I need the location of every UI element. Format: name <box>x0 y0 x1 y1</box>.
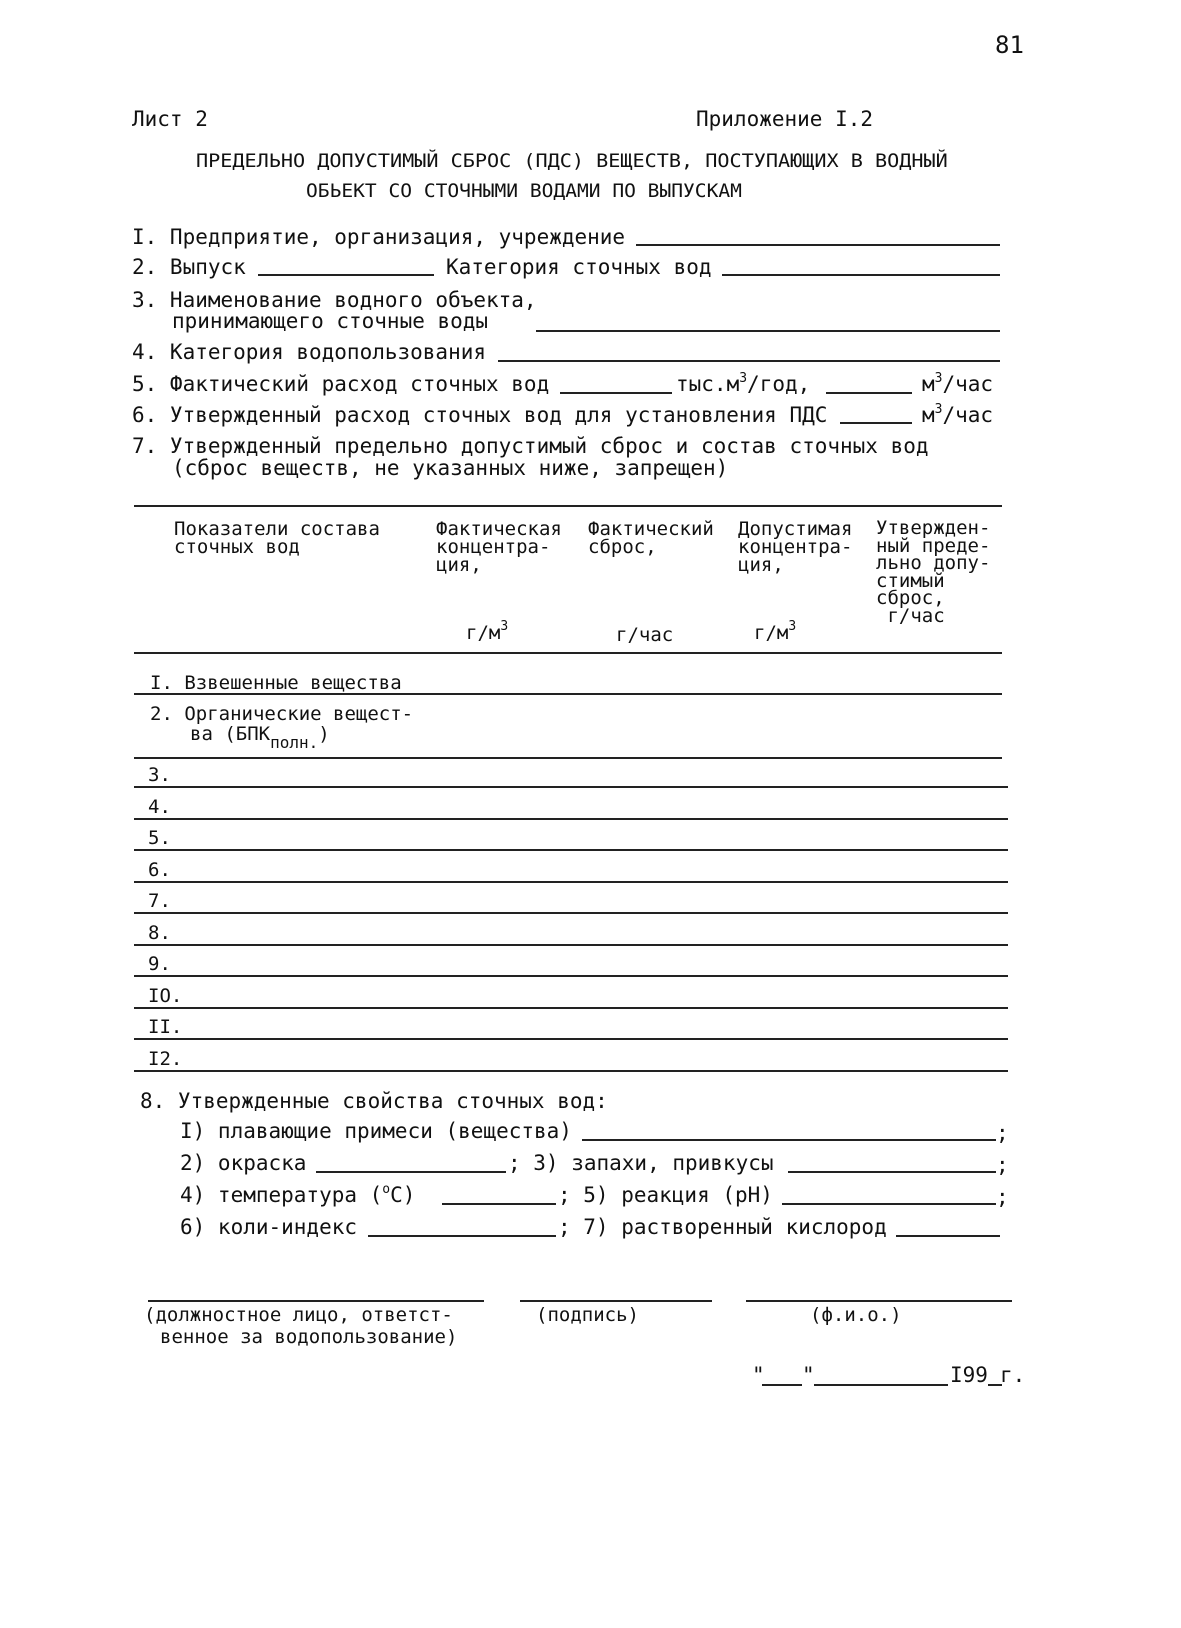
table-header-actual-concentration-unit: $г/м^3$ <box>466 619 509 644</box>
field-actual-flow-unit-year: $тыс.м^3$/год, <box>676 371 811 396</box>
signature-official-label-2: венное за водопользование) <box>160 1326 458 1348</box>
date-year: I99 <box>950 1363 988 1387</box>
table-row-line[interactable] <box>134 1007 1008 1009</box>
table-header-actual-discharge: Фактический сброс, <box>588 518 714 558</box>
title-line-1: ПРЕДЕЛЬНО ДОПУСТИМЫЙ СБРОС (ПДС) ВЕЩЕСТВ, ПОСТУПАЮЩИХ В ВОДНЫЙ <box>196 150 948 172</box>
field-outlet-line[interactable] <box>258 274 434 276</box>
field-actual-flow-unit-hour: $м^3$/час <box>922 371 994 396</box>
table-row-number: II. <box>148 1016 183 1038</box>
field-approved-flow-line[interactable] <box>840 422 912 424</box>
table-row-number: 8. <box>148 922 171 944</box>
field-approved-discharge-label-2: (сброс веществ, не указанных ниже, запрещен) <box>172 456 729 480</box>
prop-floating-impurities-end: ; <box>996 1121 1009 1145</box>
date-close-quote: " <box>802 1363 815 1387</box>
table-header-actual-concentration: Фактическая концентра- ция, <box>436 518 562 576</box>
table-header-allowed-concentration: Допустимая концентра- ция, <box>738 518 853 576</box>
field-outlet-label: 2. Выпуск <box>132 255 246 279</box>
field-wastewater-category-label: Категория сточных вод <box>446 255 712 279</box>
signature-sign-label: (подпись) <box>536 1304 639 1326</box>
prop-ph-label: ; 5) реакция (рН) <box>558 1183 773 1207</box>
table-header-approved-discharge: Утвержден- ный преде- льно допу- стимый сброс, г/час <box>876 517 991 627</box>
sheet-label: Лист 2 <box>132 107 208 131</box>
properties-title: 8. Утвержденные свойства сточных вод: <box>140 1089 608 1113</box>
prop-color-line[interactable] <box>316 1171 506 1173</box>
field-approved-flow-unit: $м^3$/час <box>922 402 994 427</box>
table-header-actual-discharge-unit: г/час <box>616 624 674 646</box>
table-header-allowed-concentration-unit: $г/м^3$ <box>754 619 797 644</box>
table-top-line <box>134 505 1002 507</box>
field-actual-flow-year-line[interactable] <box>560 392 672 394</box>
table-row-line[interactable] <box>134 849 1008 851</box>
date-open-quote: " <box>752 1363 765 1387</box>
prop-dissolved-oxygen-label: ; 7) растворенный кислород <box>558 1215 887 1239</box>
table-row-line[interactable] <box>134 912 1008 914</box>
field-water-body-label-2: принимающего сточные воды <box>172 309 489 333</box>
signature-sign-line[interactable] <box>520 1300 712 1302</box>
appendix-label: Приложение I.2 <box>696 107 874 131</box>
field-water-body-line[interactable] <box>536 330 1000 332</box>
prop-ph-end: ; <box>996 1185 1009 1209</box>
field-enterprise-label: I. Предприятие, организация, учреждение <box>132 225 626 249</box>
table-row-line[interactable] <box>134 881 1008 883</box>
table-row-number: 9. <box>148 953 171 975</box>
prop-floating-impurities-label: I) плавающие примеси (вещества) <box>180 1119 572 1143</box>
field-enterprise-line[interactable] <box>636 244 1000 246</box>
title-line-2: ОБЬЕКТ СО СТОЧНЫМИ ВОДАМИ ПО ВЫПУСКАМ <box>306 180 742 202</box>
table-row-number: IO. <box>148 985 183 1007</box>
prop-ph-line[interactable] <box>782 1203 996 1205</box>
table-row-2-label-2: ва $(БПК_{полн.})$ <box>190 723 330 752</box>
field-actual-flow-label: 5. Фактический расход сточных вод <box>132 372 550 396</box>
prop-temperature-label: 4) температура ($^о$С) <box>180 1182 416 1207</box>
page-number: 81 <box>995 31 1024 59</box>
prop-color-label: 2) окраска <box>180 1151 307 1175</box>
table-row-line[interactable] <box>134 1038 1008 1040</box>
signature-official-line[interactable] <box>148 1300 484 1302</box>
table-header-bottom-line <box>134 652 1002 654</box>
table-row-number: 6. <box>148 859 171 881</box>
table-row-number: I2. <box>148 1048 183 1070</box>
prop-dissolved-oxygen-line[interactable] <box>896 1235 1000 1237</box>
table-row-number: 3. <box>148 764 171 786</box>
table-row-line[interactable] <box>134 1070 1008 1072</box>
table-row-2-line <box>134 757 1002 759</box>
prop-odor-label: ; 3) запахи, привкусы <box>508 1151 774 1175</box>
field-water-use-category-line[interactable] <box>498 360 1000 362</box>
table-row-1-label: I. Взвешенные вещества <box>150 672 402 694</box>
table-row-line[interactable] <box>134 975 1008 977</box>
date-suffix: г. <box>1000 1363 1026 1387</box>
signature-fio-label: (ф.и.о.) <box>810 1304 902 1326</box>
table-header-indicators: Показатели состава сточных вод <box>174 518 380 558</box>
table-row-line[interactable] <box>134 944 1008 946</box>
prop-coli-index-line[interactable] <box>368 1235 556 1237</box>
field-water-use-category-label: 4. Категория водопользования <box>132 340 487 364</box>
field-actual-flow-hour-line[interactable] <box>826 392 912 394</box>
date-month-line[interactable] <box>814 1384 948 1386</box>
signature-official-label-1: (должностное лицо, ответст- <box>144 1304 453 1326</box>
field-water-body-label-1: 3. Наименование водного объекта, <box>132 288 537 312</box>
prop-odor-line[interactable] <box>788 1171 996 1173</box>
prop-temperature-line[interactable] <box>442 1203 556 1205</box>
table-row-line[interactable] <box>134 786 1008 788</box>
field-wastewater-category-line[interactable] <box>722 274 1000 276</box>
table-row-number: 5. <box>148 827 171 849</box>
prop-floating-impurities-line[interactable] <box>582 1139 996 1141</box>
field-approved-flow-label: 6. Утвержденный расход сточных вод для установления ПДС <box>132 403 828 427</box>
field-approved-discharge-label-1: 7. Утвержденный предельно допустимый сброс и состав сточных вод <box>132 434 929 458</box>
table-row-number: 4. <box>148 796 171 818</box>
date-day-line[interactable] <box>762 1384 802 1386</box>
table-row-line[interactable] <box>134 818 1008 820</box>
prop-coli-index-label: 6) коли-индекс <box>180 1215 358 1239</box>
table-row-2-label-1: 2. Органические вещест- <box>150 703 414 725</box>
table-row-number: 7. <box>148 890 171 912</box>
prop-odor-end: ; <box>996 1153 1009 1177</box>
table-row-1-line <box>134 693 1002 695</box>
signature-fio-line[interactable] <box>746 1300 1012 1302</box>
